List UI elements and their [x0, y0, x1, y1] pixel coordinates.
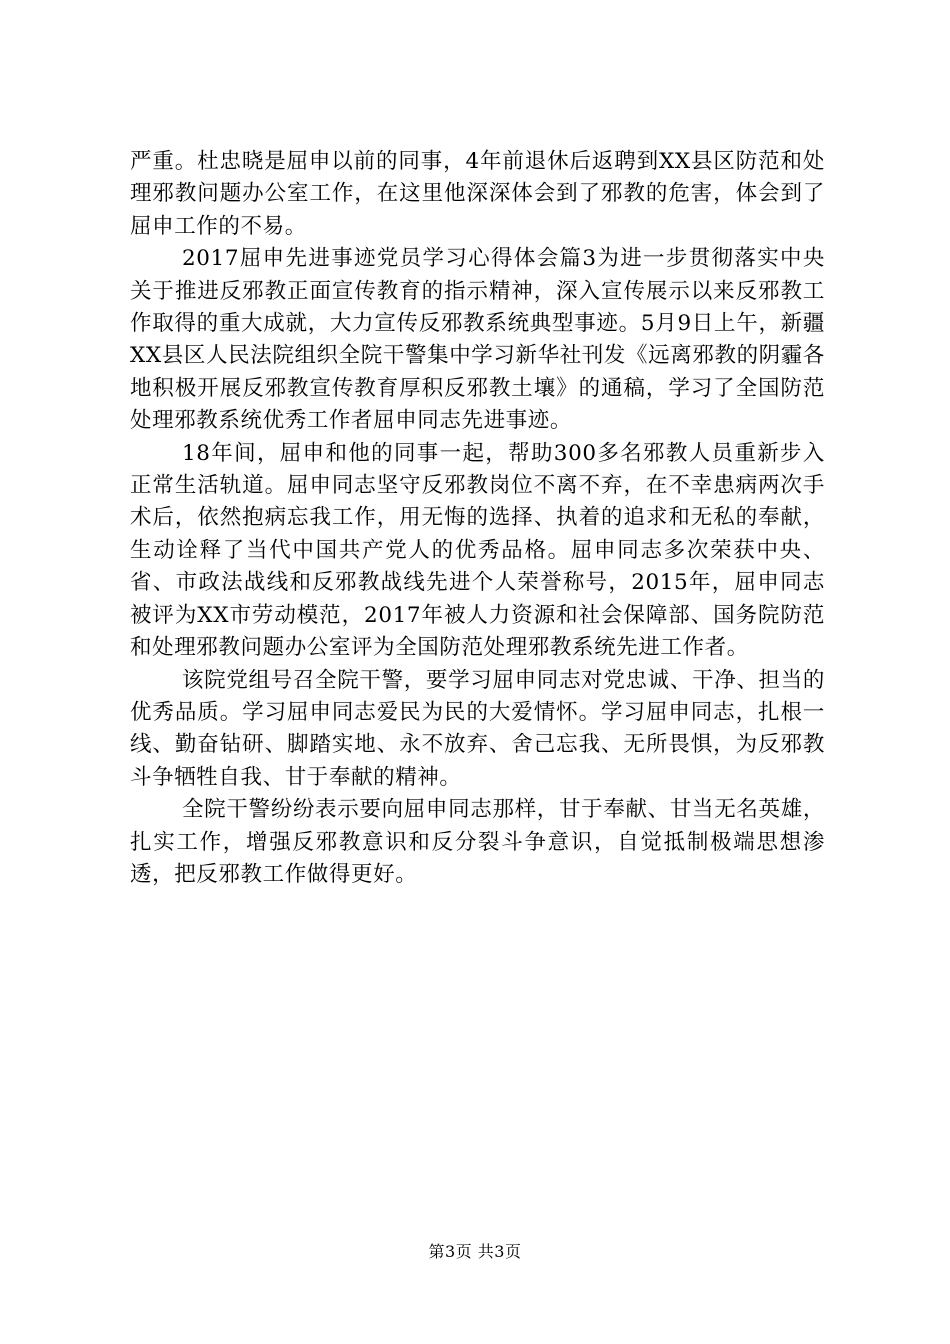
paragraph-party-call: 该院党组号召全院干警，要学习屈申同志对党忠诚、干净、担当的优秀品质。学习屈申同志爱民为民的大爱情怀。学习屈申同志，扎根一线、勤奋钻研、脚踏实地、永不放弃、舍己忘我、无所畏惧，为反邪教斗争牺牲自我、甘于奉献的精神。	[130, 667, 825, 790]
paragraph-staff-response: 全院干警纷纷表示要向屈申同志那样，甘于奉献、甘当无名英雄，扎实工作，增强反邪教意识和反分裂斗争意识，自觉抵制极端思想渗透，把反邪教工作做得更好。	[130, 797, 825, 887]
page-number-footer: 第3页 共3页	[428, 1242, 522, 1261]
paragraph-achievements: 18年间，屈申和他的同事一起，帮助300多名邪教人员重新步入正常生活轨道。屈申同志坚守反邪教岗位不离不弃，在不幸患病两次手术后，依然抱病忘我工作，用无悔的选择、执着的追求和无私的奉献，生动诠释了当代中国共产党人的优秀品格。屈申同志多次荣获中央、省、市政法战线和反邪教战线先进个人荣誉称号，2015年，屈申同志被评为XX市劳动模范，2017年被人力资源和社会保障部、国务院防范和处理邪教问题办公室评为全国防范处理邪教系统先进工作者。	[130, 440, 825, 661]
paragraph-article-3-intro: 2017屈申先进事迹党员学习心得体会篇3为进一步贯彻落实中央关于推进反邪教正面宣传教育的指示精神，深入宣传展示以来反邪教工作取得的重大成就，大力宣传反邪教系统典型事迹。5月9日上午，新疆XX县区人民法院组织全院干警集中学习新华社刊发《远离邪教的阴霾各地积极开展反邪教宣传教育厚积反邪教土壤》的通稿，学习了全国防范处理邪教系统优秀工作者屈申同志先进事迹。	[130, 246, 825, 434]
paragraph-continuation: 严重。杜忠晓是屈申以前的同事，4年前退休后返聘到XX县区防范和处理邪教问题办公室工作，在这里他深深体会到了邪教的危害，体会到了屈申工作的不易。	[130, 149, 825, 239]
document-body	[130, 146, 825, 891]
